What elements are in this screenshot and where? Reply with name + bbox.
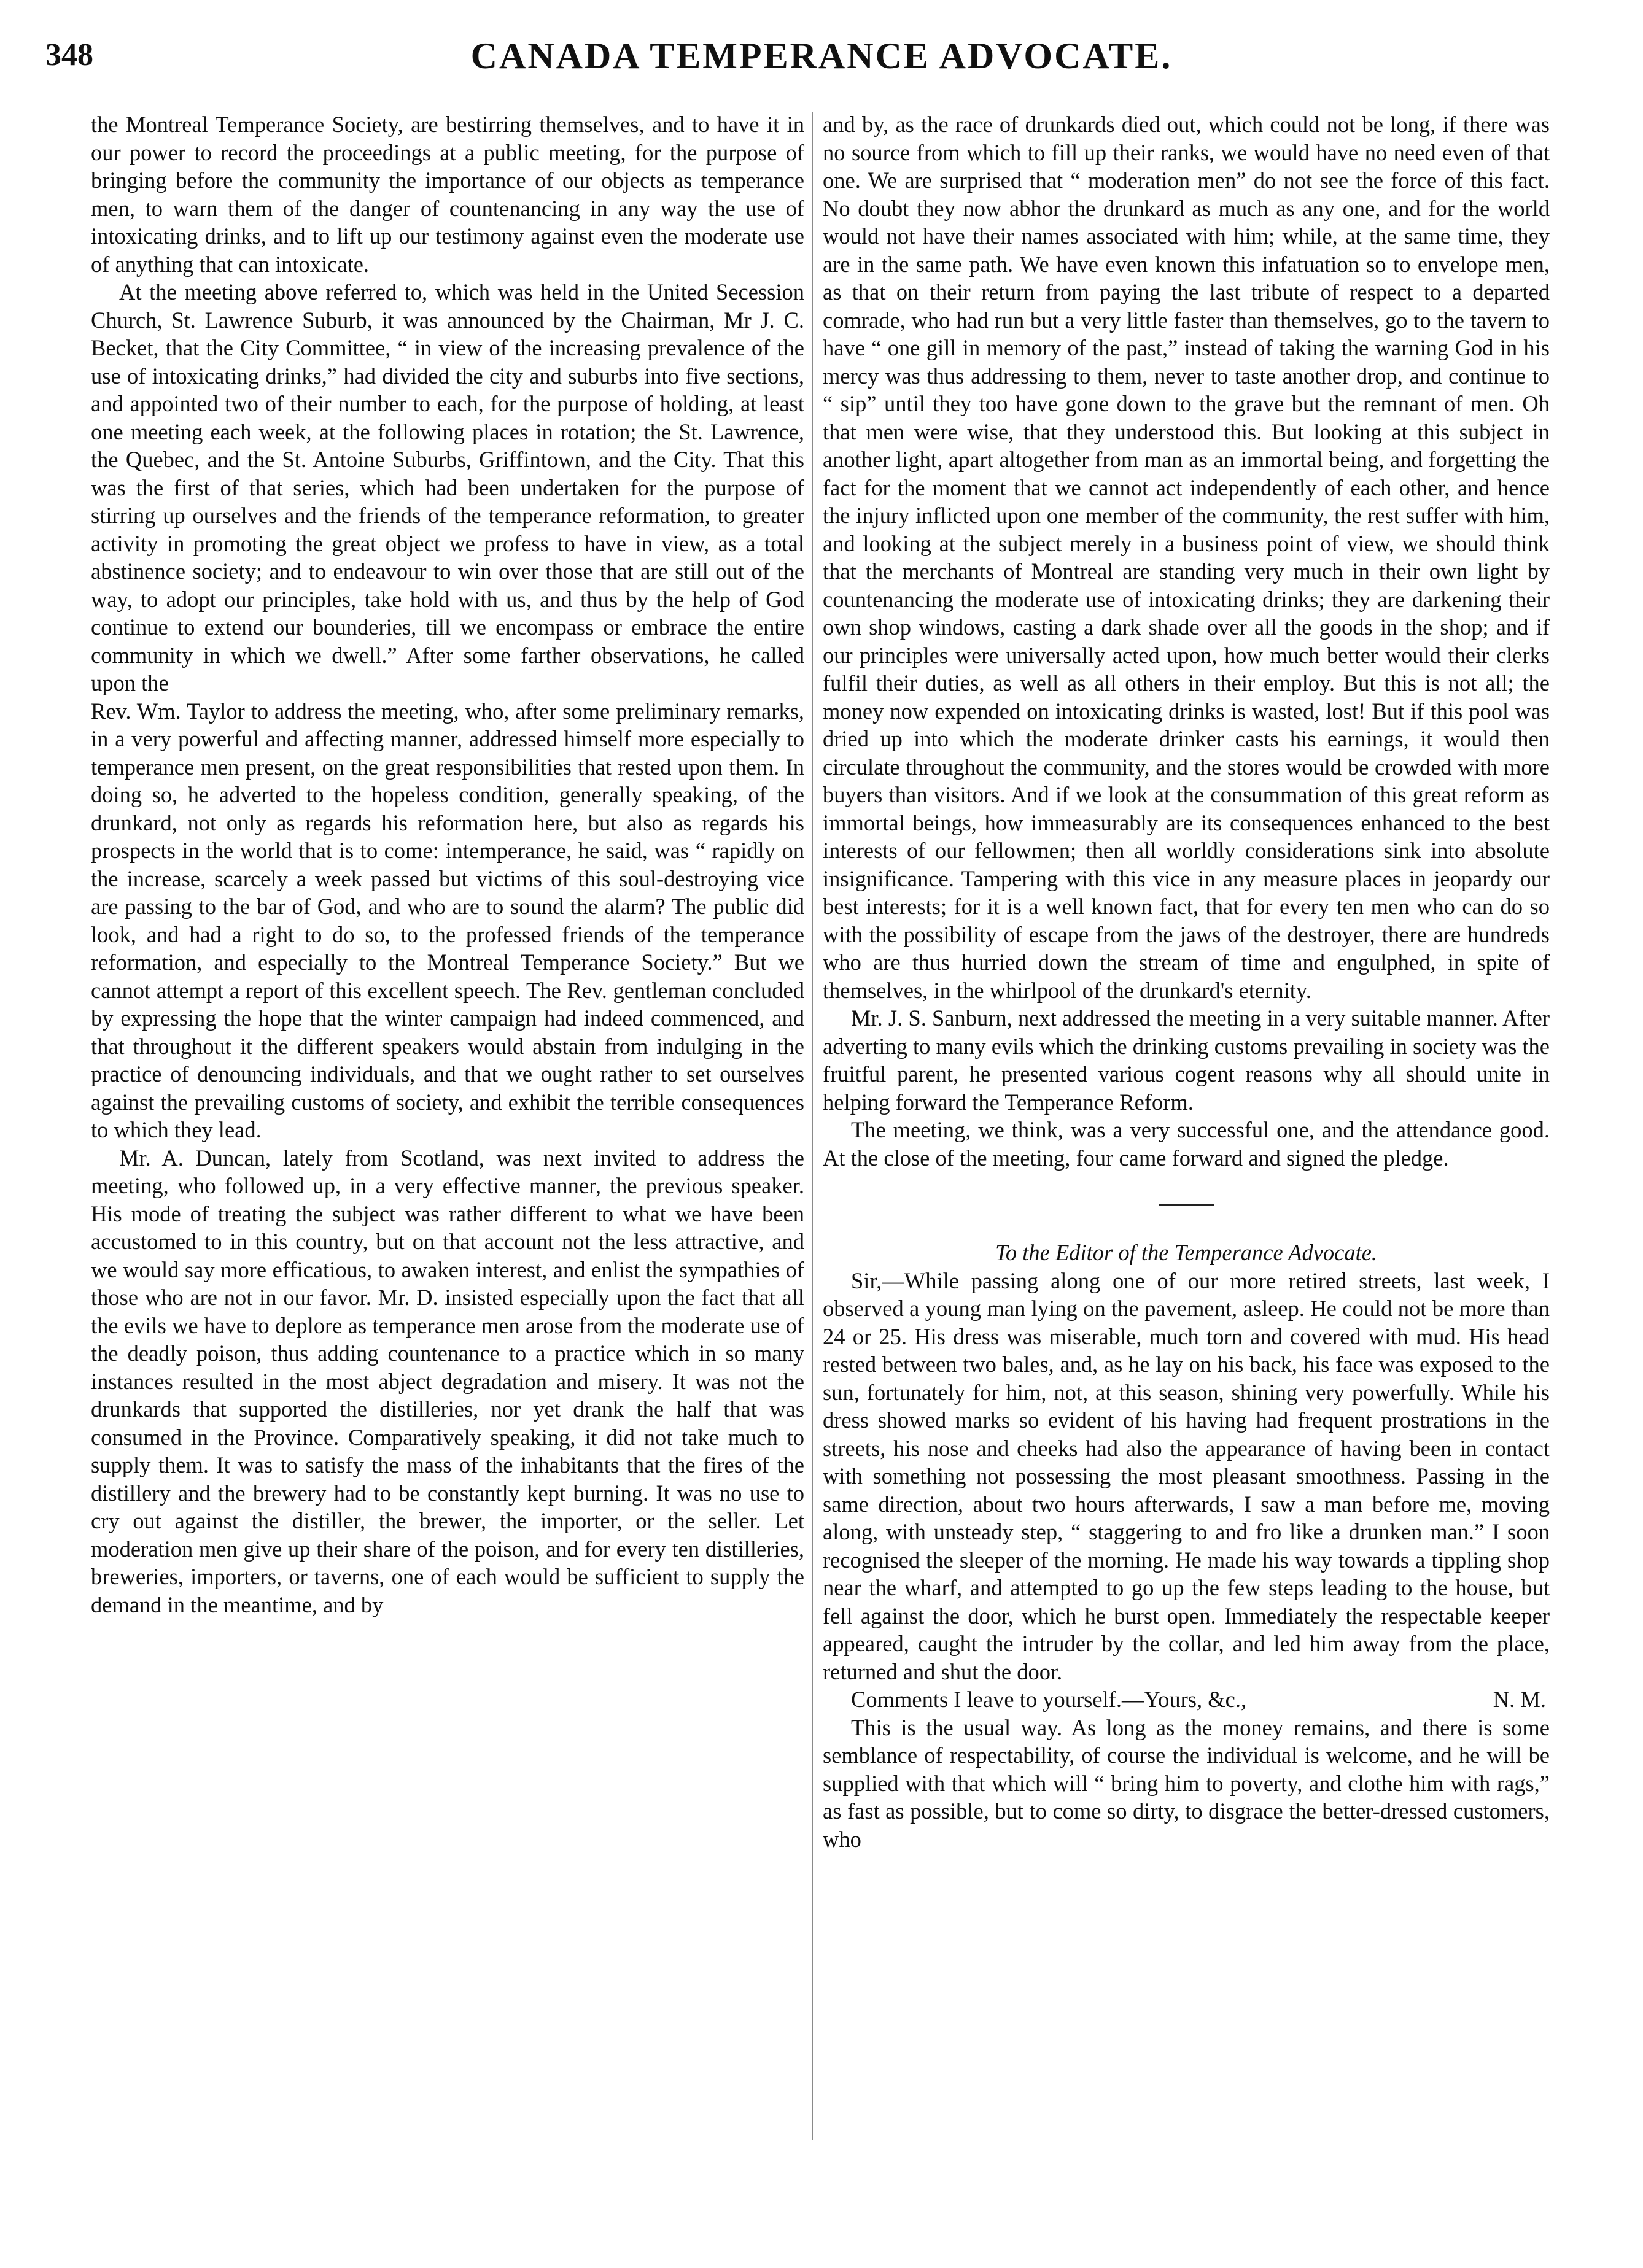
- paragraph: The meeting, we think, was a very successful one, and the attendance good. At the close of the meeting, four came forward and signed the pledge.: [823, 1117, 1550, 1171]
- paragraph: At the meeting above referred to, which was held in the United Secession Church, St. Lawrence Suburb, it was announced by the Chairman, Mr J. C. Becket, that the City Committee, “ in view of the increasing prevalence of the use of intoxicating drinks,” had divided the city and suburbs into five sections, and appointed two of their number to each, for the purpose of holding, at least one meeting each week, at the following places in rotation; the St. Lawrence, the Quebec, and the St. Antoine Suburbs, Griffintown, and the City. That this was the first of that series, which had been undertaken for the purpose of stirring up ourselves and the friends of the temperance reformation, to greater activity in promoting the great object we profess to have in view, as a total abstinence society; and to endeavour to win over those that are still out of the way, to adopt our principles, take hold with us, and thus by the help of God continue to extend our bounderies, till we encompass or embrace the entire community in which we dwell.” After some farther observations, he called upon the: [91, 279, 804, 695]
- page-header: [0, 0, 1643, 92]
- paragraph: Rev. Wm. Taylor to address the meeting, who, after some preliminary remarks, in a very powerful and affecting manner, addressed himself more especially to temperance men present, on the great responsibilities that rested upon them. In doing so, he adverted to the hopeless condition, generally speaking, of the drunkard, not only as regards his reformation here, but also as regards his prospects in the world that is to come: intemperance, he said, was “ rapidly on the increase, scarcely a week passed but victims of this soul-destroying vice are passing to the bar of God, and who are to sound the alarm? The public did look, and had a right to do so, to the professed friends of the temperance reformation, and especially to the Montreal Temperance Society.” But we cannot attempt a report of this excellent speech. The Rev. gentleman concluded by expressing the hope that the winter campaign had indeed commenced, and that throughout it the different speakers would abstain from indulging in the practice of denouncing individuals, and that we ought rather to set ourselves against the prevailing customs of society, and exhibit the terrible consequences to which they lead.: [91, 698, 804, 1142]
- page-number: 348: [45, 37, 93, 72]
- paragraph: Mr. J. S. Sanburn, next addressed the meeting in a very suitable manner. After adverting to many evils which the drinking customs prevailing in society was the fruitful parent, he presented various cogent reasons why all should unite in helping forward the Temperance Reform.: [823, 1005, 1550, 1115]
- left-column: [91, 110, 804, 1619]
- letter-body: Sir,—While passing along one of our more retired streets, last week, I observed a young man lying on the pavement, asleep. He could not be more than 24 or 25. His dress was miserable, much torn and covered with mud. His head rested between two bales, and, as he lay on his back, his face was exposed to the sun, fortunately for him, not, at this season, shining very powerfully. While his dress showed marks so evident of his having had frequent prostrations in the streets, his nose and cheeks had also the appearance of having been in contact with something not possessing the most pleasant smoothness. Passing in the same direction, about two hours afterwards, I saw a man before me, moving along, with unsteady step, “ staggering to and fro like a drunken man.” I soon recognised the sleeper of the morning. He made his way towards a tippling shop near the wharf, and attempted to go up the few steps leading to the house, but fell against the door, which he burst open. Immediately the respectable keeper appeared, caught the intruder by the collar, and led him away from the place, returned and shut the door.: [823, 1268, 1550, 1684]
- paragraph: and by, as the race of drunkards died out, which could not be long, if there was no source from which to fill up their ranks, we would have no need even of that one. We are surprised that “ moderation men” do not see the force of this fact. No doubt they now abhor the drunkard as much as any one, and for the world would not have their names associated with him; while, at the same time, they are in the same path. We have even known this infatuation so to envelope men, as that on their return from paying the last tribute of respect to a departed comrade, who had run but a very little faster than themselves, go to the tavern to have “ one gill in memory of the past,” instead of taking the warning God in his mercy was thus addressing to them, never to taste another drop, and continue to “ sip” until they too have gone down to the grave but the remnant of men. Oh that men were wise, that they understood this. But looking at this subject in another light, apart altogether from man as an immortal being, and forgetting the fact for the moment that we cannot act independently of each other, and hence the injury inflicted upon one member of the community, the rest suffer with him, and looking at the subject merely in a business point of view, we should think that the merchants of Montreal are standing very much in their own light by countenancing the moderate use of intoxicating drinks; they are darkening their own shop windows, casting a dark shade over all the goods in the shop; and if our principles were universally acted upon, how much better would their clerks fulfil their duties, as well as all others in their employ. But this is not all; the money now expended on intoxicating drinks is wasted, lost! But if this pool was dried up into which the moderate drinker casts his earnings, it would then circulate throughout the community, and the stores would be crowded with more buyers than visitors. And if we look at the consummation of this great reform as immortal beings, how immeasurably are its consequences enhanced to the best interests of our fellowmen; then all worldly considerations sink into absolute insignificance. Tampering with this vice in any measure places in jeopardy our best interests; for it is a well known fact, that for every ten men who can do so with the possibility of escape from the jaws of the destroyer, there are hundreds who are thus hurried down the stream of time and engulphed, in spite of themselves, in the whirlpool of the drunkard's eternity.: [823, 112, 1550, 1003]
- paragraph: This is the usual way. As long as the money remains, and there is some semblance of respectability, of course the individual is welcome, and he will be supplied with that which will “ bring him to poverty, and clothe him with rags,” as fast as possible, but to come so dirty, to disgrace the better-dressed customers, who: [823, 1714, 1550, 1852]
- paragraph: Mr. A. Duncan, lately from Scotland, was next invited to address the meeting, who followed up, in a very effective manner, the previous speaker. His mode of treating the subject was rather different to what we have been accustomed to in this country, but on that account not the less attractive, and we would say more efficatious, to awaken interest, and enlist the sympathies of those who are not in our favor. Mr. D. insisted especially upon the fact that all the evils we have to deplore as temperance men arose from the moderate use of the deadly poison, thus adding countenance to a practice which in so many instances resulted in the most abject degradation and misery. It was not the drunkards that supported the distilleries, nor yet drank the half that was consumed in the Province. Comparatively speaking, it did not take much to supply them. It was to satisfy the mass of the inhabitants that the fires of the distillery and the brewery had to be constantly kept burning. It was no use to cry out against the distiller, the brewer, the importer, or the seller. Let moderation men give up their share of the poison, and for every ten distilleries, breweries, importers, or taverns, one of each would be sufficient to supply the demand in the meantime, and by: [91, 1145, 804, 1617]
- letter-heading: To the Editor of the Temperance Advocate.: [995, 1240, 1378, 1265]
- paragraph: the Montreal Temperance Society, are bestirring themselves, and to have it in our power to record the proceedings at a public meeting, for the purpose of bringing before the community the importance of our objects as temperance men, to warn them of the danger of countenancing in any way the use of intoxicating drinks, and to lift up our testimony against even the moderate use of anything that can intoxicate.: [91, 112, 804, 277]
- signoff-text: Comments I leave to yourself.—Yours, &c.,: [851, 1687, 1247, 1712]
- signature-initials: N. M.: [1493, 1687, 1546, 1712]
- letter-signoff: [823, 1686, 1550, 1714]
- running-title: CANADA TEMPERANCE ADVOCATE.: [470, 36, 1173, 76]
- section-rule: [1159, 1204, 1214, 1206]
- right-column: [823, 110, 1550, 1853]
- column-divider: [812, 112, 813, 2140]
